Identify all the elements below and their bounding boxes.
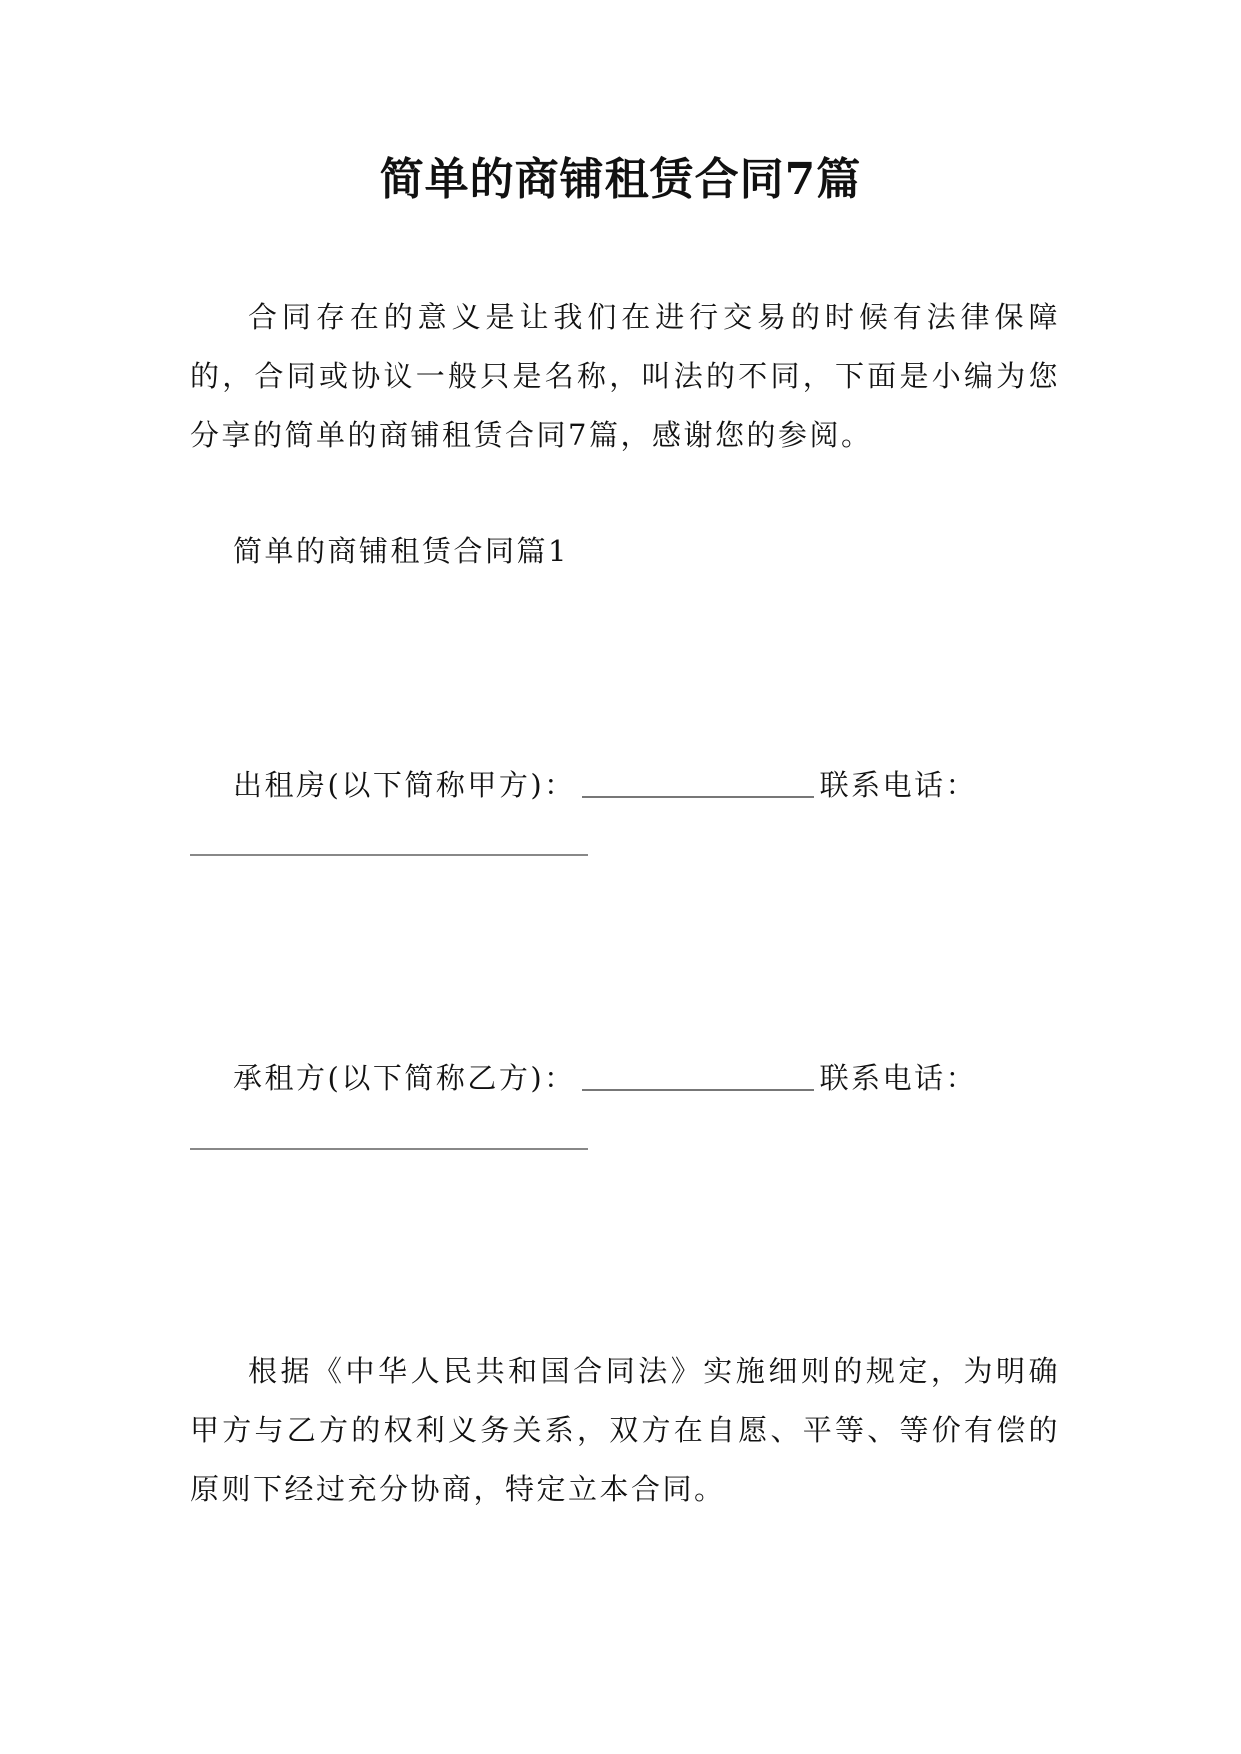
lessee-label: 承租方(以下简称乙方)： bbox=[233, 1061, 576, 1095]
lessor-label: 出租房(以下简称甲方)： bbox=[233, 768, 576, 802]
lessor-name-blank bbox=[582, 796, 814, 798]
intro-paragraph: 合同存在的意义是让我们在进行交易的时候有法律保障的，合同或协议一般只是名称，叫法的不同，下面是小编为您分享的简单的商铺租赁合同7篇，感谢您的参阅。 bbox=[190, 300, 1060, 452]
basis-paragraph: 根据《中华人民共和国合同法》实施细则的规定，为明确甲方与乙方的权利义务关系，双方在自愿、平等、等价有偿的原则下经过充分协商，特定立本合同。 bbox=[190, 1354, 1060, 1506]
lessee-phone-blank bbox=[190, 1148, 588, 1150]
lessor-phone-blank bbox=[190, 854, 588, 856]
document-title: 简单的商铺租赁合同7篇 bbox=[379, 154, 862, 205]
lessee-line bbox=[233, 1049, 977, 1108]
lessor-phone-label: 联系电话： bbox=[819, 768, 978, 802]
lessee-phone-label: 联系电话： bbox=[819, 1061, 978, 1095]
lessee-name-blank bbox=[582, 1089, 814, 1091]
lessor-line bbox=[233, 756, 977, 815]
section-heading: 简单的商铺租赁合同篇1 bbox=[233, 534, 569, 568]
